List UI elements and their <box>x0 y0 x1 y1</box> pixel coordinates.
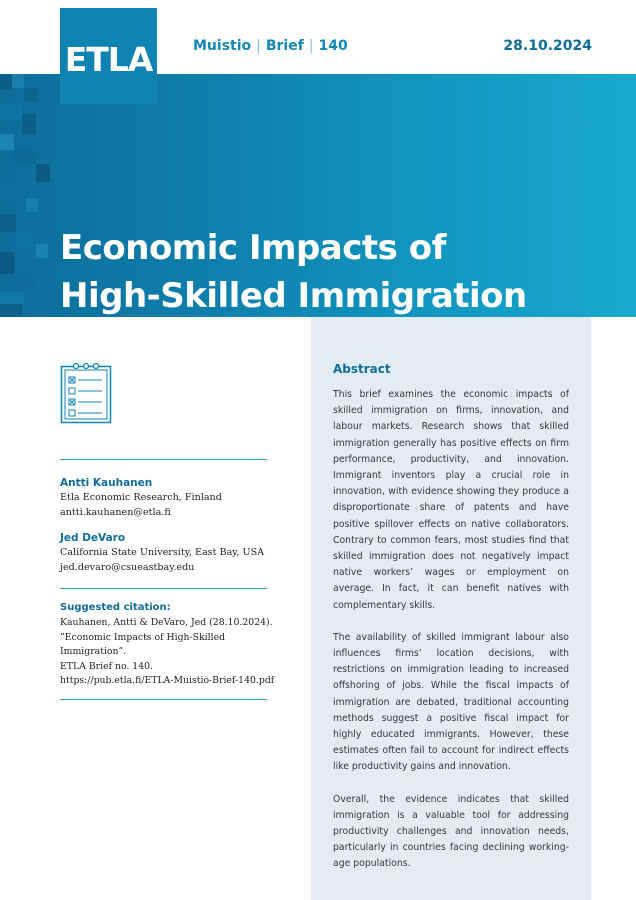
decorative-pixel <box>36 164 50 182</box>
author-affiliation: California State University, East Bay, USA <box>60 547 265 558</box>
decorative-pixel <box>0 304 22 317</box>
citation-line: Kauhanen, Antti & DeVaro, Jed (28.10.2024). <box>60 617 273 628</box>
logo-text: ETLA <box>64 39 153 79</box>
title-line-2: High-Skilled Immigration <box>60 276 527 316</box>
series-separator: | <box>256 38 261 54</box>
author-name: Jed DeVaro <box>60 532 126 544</box>
decorative-pixel <box>0 214 16 232</box>
author-name: Antti Kauhanen <box>60 477 153 489</box>
decorative-pixel <box>12 74 24 88</box>
decorative-pixel <box>0 252 14 274</box>
abstract-paragraph: Overall, the evidence indicates that skilled immigration is a valuable tool for addressing productivity challenges and innovation needs, particularly in countries facing declining working-age populations. <box>333 793 569 870</box>
decorative-pixel <box>14 274 34 290</box>
decorative-pixel <box>14 150 36 164</box>
author-affiliation: Etla Economic Research, Finland <box>60 492 222 503</box>
citation-link[interactable]: https://pub.etla.fi/ETLA-Muistio-Brief-140.pdf <box>60 675 275 687</box>
series-name: Muistio <box>193 38 252 54</box>
abstract-heading: Abstract <box>333 362 391 376</box>
checklist-clipboard-icon <box>60 362 112 424</box>
page-title <box>60 224 527 317</box>
decorative-pixel <box>24 88 38 102</box>
abstract-body <box>333 387 569 889</box>
citation-line: ”Economic Impacts of High-Skilled <box>60 631 226 643</box>
citation-line: Immigration”. <box>60 646 127 658</box>
divider <box>60 588 267 589</box>
decorative-pixel <box>0 134 14 150</box>
citation-line: ETLA Brief no. 140. <box>60 660 154 672</box>
decorative-pixel <box>16 232 36 248</box>
citation-text <box>60 616 275 689</box>
decorative-pixel <box>0 292 24 304</box>
abstract-paragraph: The availability of skilled immigrant labour also influences firms’ location decisions, with restrictions on immigration leading to increased offshoring of jobs. While the fiscal impacts of immigration are debated, traditional accounting methods suggest a positive fiscal impact for highly educated immigrants. However, these estimates often fail to account for indirect effects like productivity gains and innovation. <box>333 631 569 773</box>
series-number: 140 <box>318 38 348 54</box>
series-separator: | <box>308 38 314 54</box>
decorative-pixel <box>0 74 12 90</box>
decorative-pixel <box>36 244 48 258</box>
abstract-paragraph: This brief examines the economic impacts of skilled immigration on firms, innovation, and labour markets. Research shows that skilled immigration generally has positive effects on firm performance, productivity, and innovation. Immigrant inventors play a crucial role in innovation, with evidence showing they produce a disproportionate share of patents and have positive spillover effects on native collaborators. Contrary to common fears, most studies find that skilled immigration does not negatively impact native workers’ wages or employment on average. In fact, it can benefit natives with complementary skills. <box>333 389 569 611</box>
decorative-pixel <box>22 114 36 134</box>
divider <box>60 459 267 460</box>
decorative-pixel <box>0 180 26 200</box>
etla-logo <box>60 8 157 104</box>
series-sub: Brief <box>265 38 304 54</box>
author-email[interactable]: jed.devaro@csueastbay.edu <box>60 562 195 573</box>
divider <box>60 699 267 700</box>
decorative-pixel <box>26 198 38 212</box>
publication-date: 28.10.2024 <box>503 38 592 54</box>
citation-heading: Suggested citation: <box>60 602 171 613</box>
title-line-1: Economic Impacts of <box>60 228 446 268</box>
title-banner <box>0 74 636 317</box>
series-label <box>193 38 348 54</box>
author-email[interactable]: antti.kauhanen@etla.fi <box>60 507 171 518</box>
decorative-pixel <box>0 104 22 120</box>
